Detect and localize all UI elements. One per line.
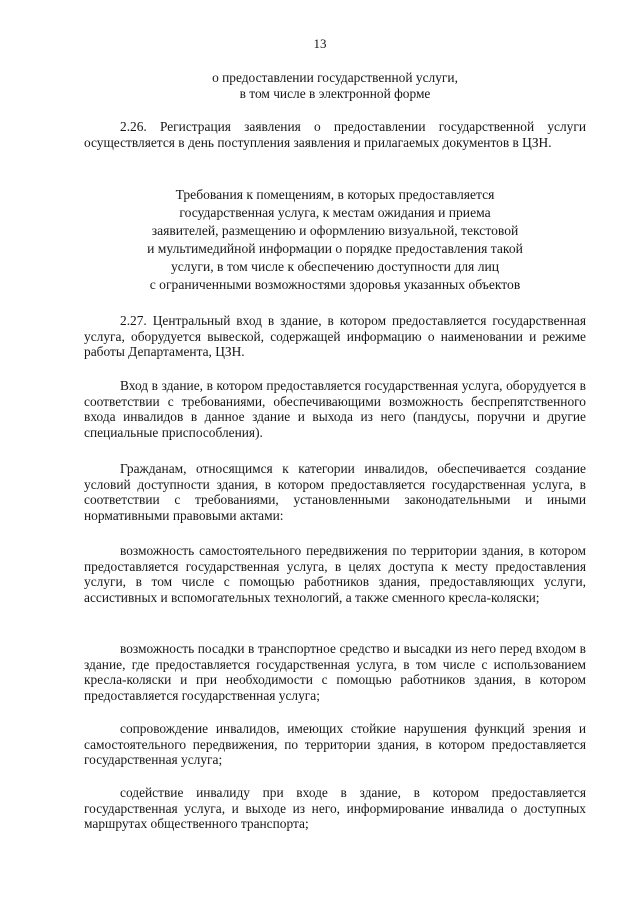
paragraph-assist: содействие инвалиду при входе в здание, в котором предоставляется государственная услуга, и выходе из него, информирование инвалида о доступных маршрутах общественного транспорта; bbox=[84, 785, 586, 832]
subtitle bbox=[84, 70, 586, 101]
section-heading-line: услуги, в том числе к обеспечению доступности для лиц bbox=[170, 259, 500, 274]
section-heading-line: государственная услуга, к местам ожидания и приема bbox=[179, 205, 491, 220]
page-number: 13 bbox=[313, 36, 327, 51]
paragraph-movement: возможность самостоятельного передвижения по территории здания, в котором предоставляется государственная услуга, в целях доступа к месту предоставления услуги, в том числе с помощью работников здания, предоставляющих услуги, ассистивных и вспомогательных технологий, а также сменного кресла-коляски; bbox=[84, 543, 586, 605]
paragraph-escort: сопровождение инвалидов, имеющих стойкие нарушения функций зрения и самостоятельного передвижения, по территории здания, в котором предоставляется государственная услуга; bbox=[84, 721, 586, 768]
section-heading-line: с ограниченными возможностями здоровья указанных объектов bbox=[149, 277, 521, 292]
section-heading-line: и мультимедийной информации о порядке предоставления такой bbox=[147, 241, 523, 256]
section-heading-line: Требования к помещениям, в которых предоставляется bbox=[175, 187, 495, 202]
subtitle-line: в том числе в электронной форме bbox=[239, 85, 431, 101]
paragraph-disabled-access: Гражданам, относящимся к категории инвалидов, обеспечивается создание условий доступности здания, в котором предоставляется государственная услуга, в соответствии с требованиями, установленными законодательными и иными нормативными правовыми актами: bbox=[84, 461, 586, 523]
section-heading-line: заявителей, размещению и оформлению визуальной, текстовой bbox=[151, 223, 519, 238]
paragraph-transport: возможность посадки в транспортное средство и высадки из него перед входом в здание, где предоставляется государственная услуга, в том числе с использованием кресла-коляски и при необходимости с помощью работников здания, в котором предоставляется государственная услуга; bbox=[84, 641, 586, 703]
paragraph-entrance: Вход в здание, в котором предоставляется государственная услуга, оборудуется в соответствии с требованиями, обеспечивающими возможность беспрепятственного входа инвалидов в данное здание и выхода из него (пандусы, поручни и другие специальные приспособления). bbox=[84, 378, 586, 440]
paragraph-2-27: 2.27. Центральный вход в здание, в котором предоставляется государственная услуга, оборудуется вывеской, содержащей информацию о наименовании и режиме работы Департамента, ЦЗН. bbox=[84, 313, 586, 360]
paragraph-2-26: 2.26. Регистрация заявления о предоставлении государственной услуги осуществляется в день поступления заявления и прилагаемых документов в ЦЗН. bbox=[84, 119, 586, 150]
subtitle-line: о предоставлении государственной услуги, bbox=[212, 70, 458, 85]
section-heading bbox=[110, 186, 560, 294]
